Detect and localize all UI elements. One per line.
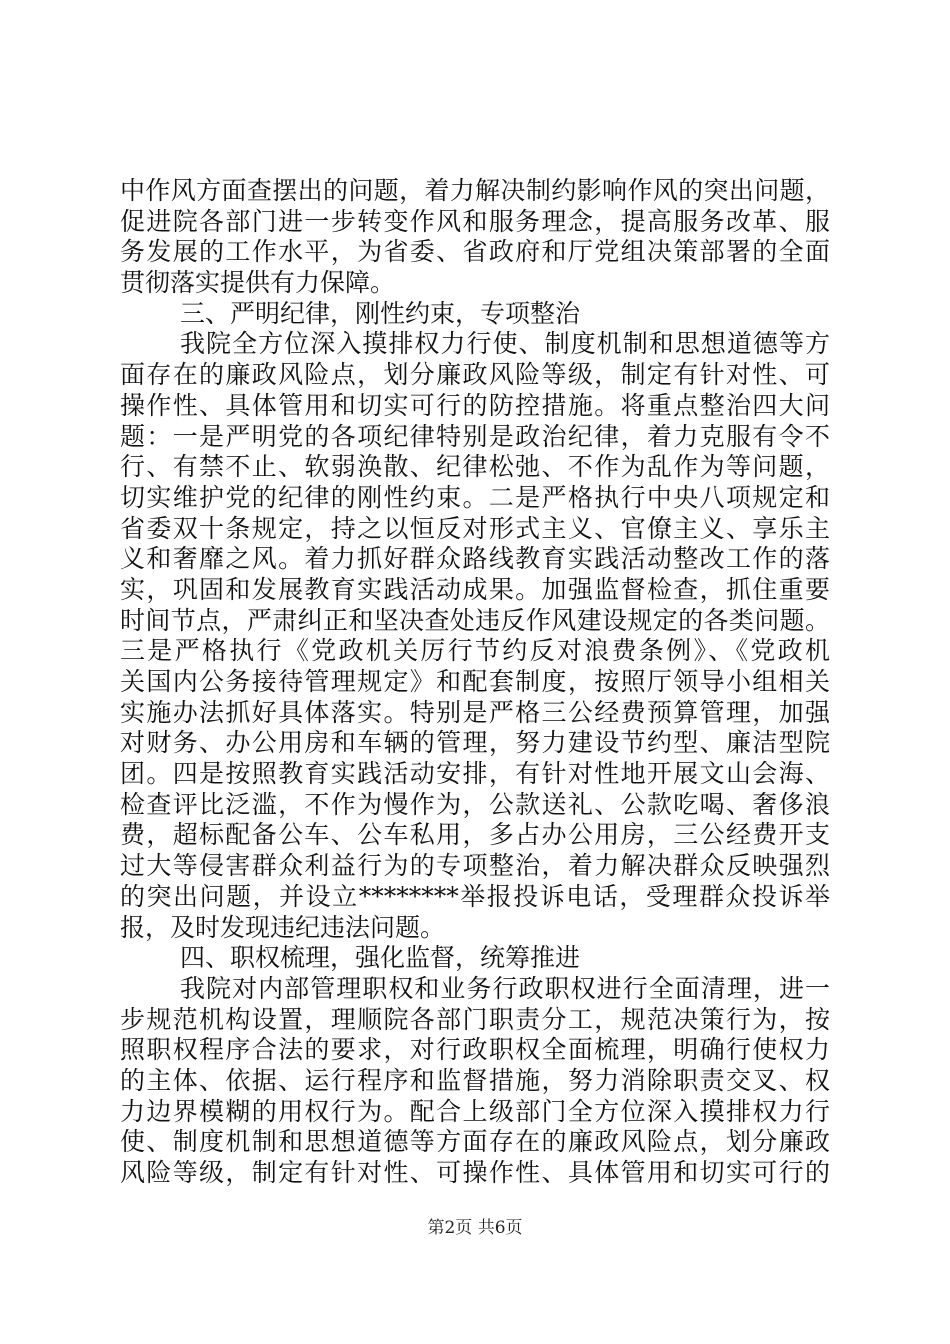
document-body	[120, 176, 830, 1189]
text-line: 题：一是严明党的各项纪律特别是政治纪律，着力克服有令不	[120, 421, 830, 451]
text-line: 务发展的工作水平，为省委、省政府和厅党组决策部署的全面	[120, 237, 830, 267]
text-line: 实，巩固和发展教育实践活动成果。加强监督检查，抓住重要	[120, 574, 830, 604]
text-line: 使、制度机制和思想道德等方面存在的廉政风险点，划分廉政	[120, 1127, 830, 1157]
text-line: 报，及时发现违纪违法问题。	[120, 912, 446, 942]
section-heading: 三、严明纪律，刚性约束，专项整治	[180, 298, 581, 328]
text-line: 团。四是按照教育实践活动安排，有针对性地开展文山会海、	[120, 759, 830, 789]
text-line: 时间节点，严肃纠正和坚决查处违反作风建设规定的各类问题。	[120, 605, 830, 635]
text-line: 对财务、办公用房和车辆的管理，努力建设节约型、廉洁型院	[120, 728, 830, 758]
text-line: 的突出问题，并设立********举报投诉电话，受理群众投诉举	[120, 881, 830, 911]
text-line: 费，超标配备公车、公车私用，多占办公用房，三公经费开支	[120, 820, 830, 850]
text-line: 行、有禁不止、软弱涣散、纪律松弛、不作为乱作为等问题，	[120, 452, 830, 482]
text-line: 义和奢靡之风。着力抓好群众路线教育实践活动整改工作的落	[120, 544, 830, 574]
text-line: 关国内公务接待管理规定》和配套制度，按照厅领导小组相关	[120, 667, 830, 696]
text-line: 中作风方面查摆出的问题，着力解决制约影响作风的突出问题，	[120, 176, 830, 205]
text-line: 三是严格执行《党政机关厉行节约反对浪费条例》、《党政机	[120, 636, 830, 666]
text-line: 力边界模糊的用权行为。配合上级部门全方位深入摸排权力行	[120, 1096, 830, 1126]
section-heading: 四、职权梳理，强化监督，统筹推进	[180, 943, 581, 973]
text-line: 切实维护党的纪律的刚性约束。二是严格执行中央八项规定和	[120, 482, 830, 512]
text-line: 我院对内部管理职权和业务行政职权进行全面清理，进一	[180, 973, 830, 1003]
text-line: 我院全方位深入摸排权力行使、制度机制和思想道德等方	[180, 329, 830, 359]
text-line: 步规范机构设置，理顺院各部门职责分工，规范决策行为，按	[120, 1004, 830, 1034]
text-line: 促进院各部门进一步转变作风和服务理念，提高服务改革、服	[120, 206, 830, 236]
text-line: 过大等侵害群众利益行为的专项整治，着力解决群众反映强烈	[120, 851, 830, 881]
page-footer	[0, 1213, 950, 1238]
text-line: 检查评比泛滥，不作为慢作为，公款送礼、公款吃喝、奢侈浪	[120, 789, 830, 819]
text-line: 风险等级，制定有针对性、可操作性、具体管用和切实可行的	[120, 1158, 830, 1187]
page-number-label: 第2页 共6页	[427, 1218, 523, 1238]
text-line: 照职权程序合法的要求，对行政职权全面梳理，明确行使权力	[120, 1035, 830, 1065]
text-line: 实施办法抓好具体落实。特别是严格三公经费预算管理，加强	[120, 697, 830, 727]
text-line: 省委双十条规定，持之以恒反对形式主义、官僚主义、享乐主	[120, 513, 830, 543]
text-line: 操作性、具体管用和切实可行的防控措施。将重点整治四大问	[120, 390, 830, 420]
text-line: 面存在的廉政风险点，划分廉政风险等级，制定有针对性、可	[120, 360, 830, 390]
text-line: 贯彻落实提供有力保障。	[120, 268, 396, 298]
text-line: 的主体、依据、运行程序和监督措施，努力消除职责交叉、权	[120, 1065, 830, 1095]
